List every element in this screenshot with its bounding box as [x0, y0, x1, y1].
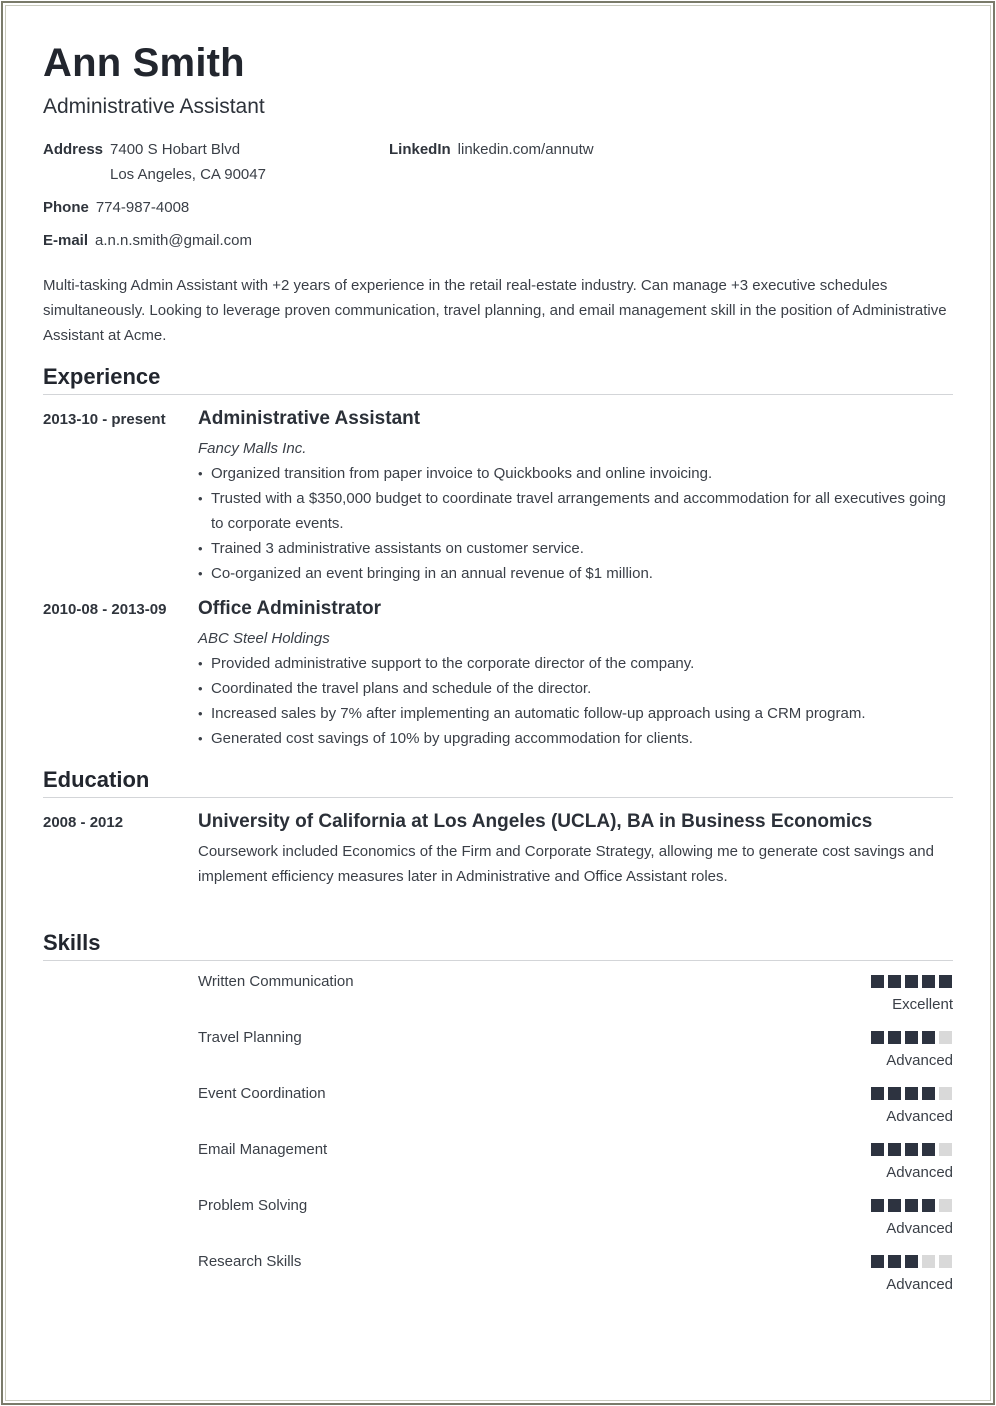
rating-square-empty-icon — [939, 1255, 952, 1268]
address-label: Address — [43, 141, 104, 158]
rating-square-filled-icon — [888, 1255, 901, 1268]
job-bullets — [198, 461, 953, 586]
job-bullet: • Co-organized an event bringing in an annual revenue of $1 million. — [198, 561, 953, 586]
rating-square-filled-icon — [905, 1031, 918, 1044]
skill-rating-dots — [871, 1199, 952, 1212]
skills-heading: Skills — [43, 930, 953, 961]
job-bullet: • Organized transition from paper invoice to Quickbooks and online invoicing. — [198, 461, 953, 486]
job-bullet: • Trusted with a $350,000 budget to coordinate travel arrangements and accommodation for all executives going to corporate events. — [198, 486, 953, 536]
rating-square-filled-icon — [871, 975, 884, 988]
rating-square-filled-icon — [905, 1087, 918, 1100]
skill-rating-dots — [871, 1255, 952, 1268]
skill-level: Advanced — [886, 1164, 953, 1181]
linkedin-label: LinkedIn — [389, 141, 451, 158]
address-line2: Los Angeles, CA 90047 — [110, 166, 266, 183]
phone-value: 774-987-4008 — [95, 199, 190, 216]
rating-square-empty-icon — [939, 1199, 952, 1212]
skill-level: Advanced — [886, 1220, 953, 1237]
skill-name: Travel Planning — [198, 1029, 302, 1046]
skill-rating-dots — [871, 975, 952, 988]
rating-square-filled-icon — [871, 1143, 884, 1156]
skill-name: Problem Solving — [198, 1197, 308, 1214]
rating-square-filled-icon — [888, 1087, 901, 1100]
skill-rating-dots — [871, 1143, 952, 1156]
job-role: Office Administrator — [198, 598, 381, 619]
skill-name: Event Coordination — [198, 1085, 326, 1102]
rating-square-filled-icon — [905, 1255, 918, 1268]
rating-square-filled-icon — [939, 975, 952, 988]
skill-item — [198, 1084, 953, 1134]
job-bullet: • Increased sales by 7% after implementing an automatic follow-up approach using a CRM program. — [198, 701, 953, 726]
rating-square-filled-icon — [922, 1031, 935, 1044]
rating-square-empty-icon — [939, 1031, 952, 1044]
contact-phone — [43, 195, 189, 220]
rating-square-filled-icon — [922, 1087, 935, 1100]
contact-email — [43, 228, 252, 253]
skill-rating-dots — [871, 1031, 952, 1044]
job-company: Fancy Malls Inc. — [198, 440, 307, 457]
education-dates: 2008 - 2012 — [43, 814, 124, 831]
email-label: E-mail — [43, 232, 89, 249]
rating-square-filled-icon — [871, 1255, 884, 1268]
education-heading: Education — [43, 767, 953, 798]
rating-square-filled-icon — [905, 975, 918, 988]
phone-label: Phone — [43, 199, 89, 216]
skill-name: Written Communication — [198, 973, 354, 990]
skill-name: Research Skills — [198, 1253, 302, 1270]
rating-square-empty-icon — [939, 1087, 952, 1100]
contact-linkedin — [389, 137, 594, 162]
skill-level: Excellent — [892, 996, 953, 1013]
rating-square-filled-icon — [922, 975, 935, 988]
rating-square-empty-icon — [939, 1143, 952, 1156]
contact-address-line2 — [110, 162, 266, 187]
candidate-name: Ann Smith — [43, 41, 245, 85]
skill-name: Email Management — [198, 1141, 328, 1158]
job-bullet: • Coordinated the travel plans and schedule of the director. — [198, 676, 953, 701]
candidate-title: Administrative Assistant — [43, 95, 265, 118]
rating-square-filled-icon — [871, 1087, 884, 1100]
rating-square-filled-icon — [888, 1199, 901, 1212]
rating-square-filled-icon — [922, 1199, 935, 1212]
skill-rating-dots — [871, 1087, 952, 1100]
rating-square-filled-icon — [888, 1143, 901, 1156]
job-bullet: • Generated cost savings of 10% by upgrading accommodation for clients. — [198, 726, 953, 751]
skill-item — [198, 1140, 953, 1190]
skill-item — [198, 1028, 953, 1078]
rating-square-filled-icon — [922, 1143, 935, 1156]
summary-text: Multi-tasking Admin Assistant with +2 years of experience in the retail real-estate industry. Can manage +3 executive schedules simultaneously. Looking to leverage proven communication, travel planning, and email management skill in the position of Administrative Assistant at Acme. — [43, 277, 947, 344]
linkedin-link[interactable]: linkedin.com/annutw — [457, 141, 594, 158]
rating-square-filled-icon — [905, 1143, 918, 1156]
skill-level: Advanced — [886, 1108, 953, 1125]
job-bullets — [198, 651, 953, 751]
rating-square-filled-icon — [905, 1199, 918, 1212]
skill-item — [198, 1196, 953, 1246]
experience-heading: Experience — [43, 364, 953, 395]
job-company: ABC Steel Holdings — [198, 630, 330, 647]
rating-square-filled-icon — [888, 1031, 901, 1044]
education-description: Coursework included Economics of the Firm and Corporate Strategy, allowing me to generate cost savings and implement efficiency measures later in Administrative and Office Assistant roles. — [198, 843, 934, 885]
education-degree: University of California at Los Angeles (UCLA), BA in Business Economics — [198, 811, 873, 832]
skill-item — [198, 972, 953, 1022]
email-link[interactable]: a.n.n.smith@gmail.com — [95, 232, 252, 249]
rating-square-filled-icon — [888, 975, 901, 988]
job-dates: 2010-08 - 2013-09 — [43, 601, 167, 618]
skill-item — [198, 1252, 953, 1302]
rating-square-empty-icon — [922, 1255, 935, 1268]
address-line1: 7400 S Hobart Blvd — [110, 141, 241, 158]
job-bullet: • Provided administrative support to the corporate director of the company. — [198, 651, 953, 676]
skill-level: Advanced — [886, 1276, 953, 1293]
skill-level: Advanced — [886, 1052, 953, 1069]
job-dates: 2013-10 - present — [43, 411, 166, 428]
rating-square-filled-icon — [871, 1031, 884, 1044]
job-role: Administrative Assistant — [198, 408, 421, 429]
rating-square-filled-icon — [871, 1199, 884, 1212]
contact-address — [43, 137, 240, 162]
job-bullet: • Trained 3 administrative assistants on customer service. — [198, 536, 953, 561]
